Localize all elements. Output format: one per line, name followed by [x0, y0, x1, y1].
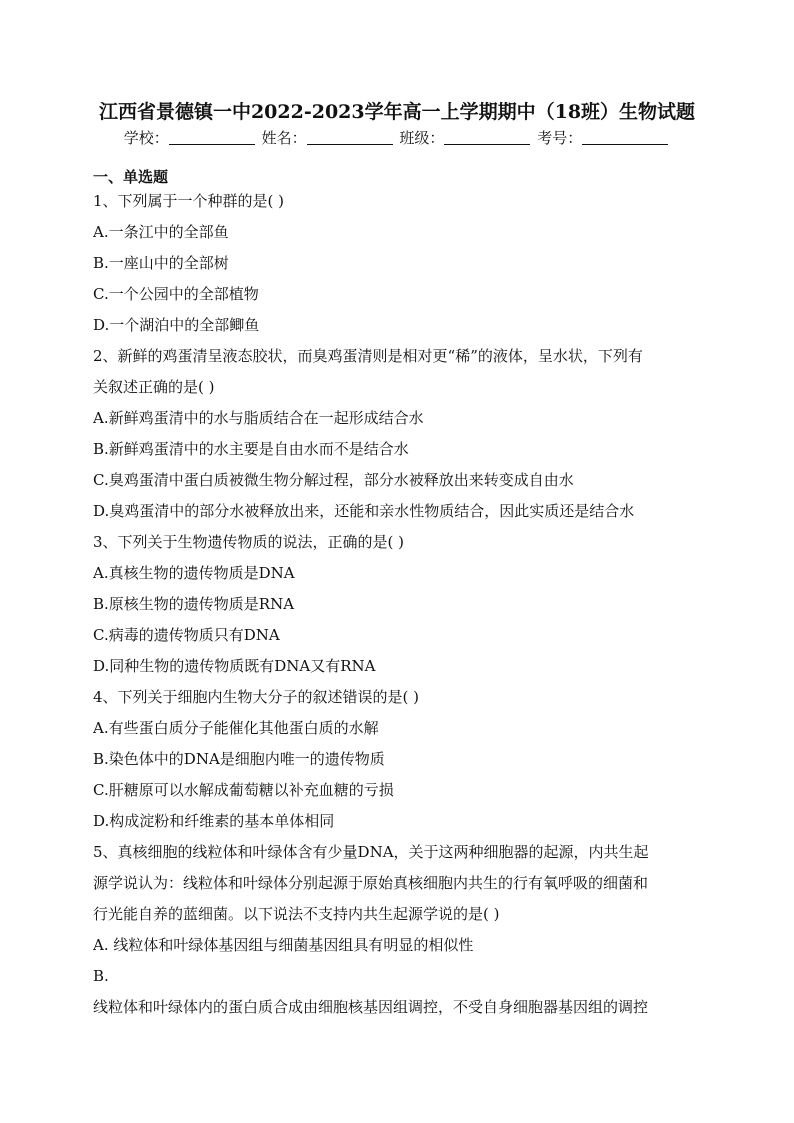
question-list: [93, 186, 713, 1023]
question-5-stem-cont: 源学说认为：线粒体和叶绿体分别起源于原始真核细胞内共生的行有氧呼吸的细菌和: [93, 874, 649, 892]
question-5-stem: 5、真核细胞的线粒体和叶绿体含有少量DNA，关于这两种细胞器的起源，内共生起: [93, 843, 649, 861]
question-4-option-c: C.肝糖原可以水解成葡萄糖以补充血糖的亏损: [93, 781, 394, 799]
school-blank: [169, 130, 255, 145]
question-1-option-d: D.一个湖泊中的全部鲫鱼: [93, 316, 260, 334]
name-label: 姓名：: [261, 129, 307, 147]
class-blank: [444, 130, 530, 145]
question-1-stem: 1、下列属于一个种群的是( ): [93, 192, 285, 210]
school-label: 学校：: [123, 129, 169, 147]
question-3-option-d: D.同种生物的遗传物质既有DNA又有RNA: [93, 657, 376, 675]
page-title: 江西省景德镇一中2022-2023学年高一上学期期中（18班）生物试题: [98, 101, 696, 123]
question-2-option-c: C.臭鸡蛋清中蛋白质被微生物分解过程，部分水被释放出来转变成自由水: [93, 471, 574, 489]
question-1-option-c: C.一个公园中的全部植物: [93, 285, 259, 303]
question-3-option-b: B.原核生物的遗传物质是RNA: [93, 595, 295, 613]
section-heading: 一、单选题: [93, 168, 169, 186]
question-2-option-d: D.臭鸡蛋清中的部分水被释放出来，还能和亲水性物质结合，因此实质还是结合水: [93, 502, 635, 520]
question-3-option-c: C.病毒的遗传物质只有DNA: [93, 626, 280, 644]
question-2-stem: 2、新鲜的鸡蛋清呈液态胶状，而臭鸡蛋清则是相对更“稀”的液体，呈水状，下列有: [93, 347, 643, 365]
name-blank: [307, 130, 393, 145]
question-1-option-a: A.一条江中的全部鱼: [93, 223, 229, 241]
question-2-stem-cont: 关叙述正确的是( ): [93, 378, 215, 396]
question-5-stem-cont: 行光能自养的蓝细菌。以下说法不支持内共生起源学说的是( ): [93, 905, 500, 923]
question-3-stem: 3、下列关于生物遗传物质的说法，正确的是( ): [93, 533, 405, 551]
exam-number-label: 考号：: [537, 129, 583, 147]
question-2-option-b: B.新鲜鸡蛋清中的水主要是自由水而不是结合水: [93, 440, 409, 458]
question-5-option-a: A. 线粒体和叶绿体基因组与细菌基因组具有明显的相似性: [93, 936, 474, 954]
question-4-option-b: B.染色体中的DNA是细胞内唯一的遗传物质: [93, 750, 385, 768]
student-info-row: [0, 127, 794, 148]
question-4-stem: 4、下列关于细胞内生物大分子的叙述错误的是( ): [93, 688, 420, 706]
class-label: 班级：: [399, 129, 445, 147]
question-2-option-a: A.新鲜鸡蛋清中的水与脂质结合在一起形成结合水: [93, 409, 424, 427]
question-4-option-a: A.有些蛋白质分子能催化其他蛋白质的水解: [93, 719, 379, 737]
question-3-option-a: A.真核生物的遗传物质是DNA: [93, 564, 295, 582]
question-5-option-b-label: B.: [93, 967, 109, 985]
question-4-option-d: D.构成淀粉和纤维素的基本单体相同: [93, 812, 335, 830]
exam-number-blank: [582, 130, 668, 145]
question-1-option-b: B.一座山中的全部树: [93, 254, 229, 272]
question-5-option-b-text: 线粒体和叶绿体内的蛋白质合成由细胞核基因组调控，不受自身细胞器基因组的调控: [93, 998, 649, 1016]
